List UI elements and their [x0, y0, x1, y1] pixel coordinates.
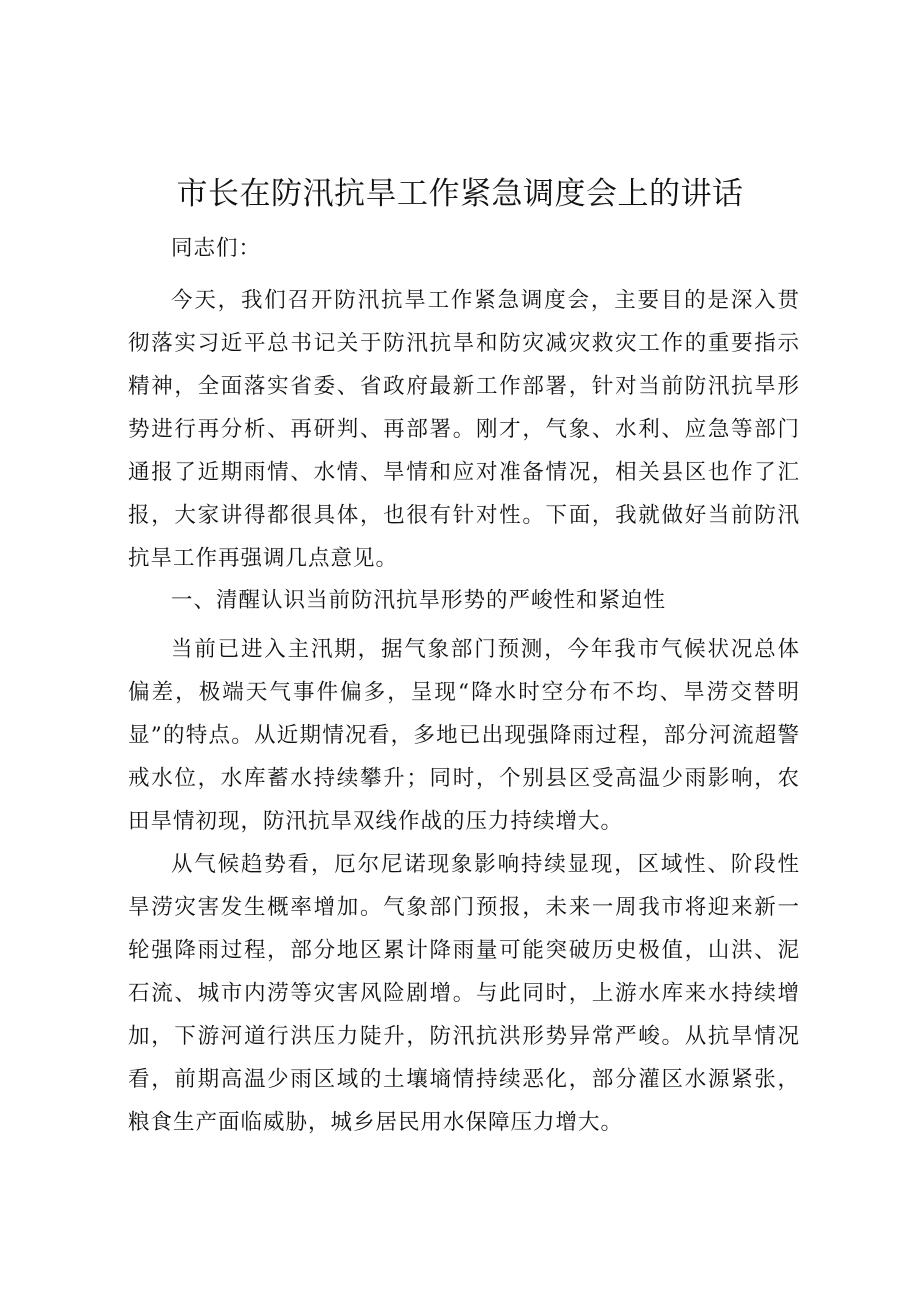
paragraph-situation: 当前已进入主汛期，据气象部门预测，今年我市气候状况总体偏差，极端天气事件偏多，呈现“降水时空分布不均、旱涝交替明显”的特点。从近期情况看，多地已出现强降雨过程，部分河流超警戒水位，水库蓄水持续攀升；同时，个别县区受高温少雨影响，农田旱情初现，防汛抗旱双线作战的压力持续增大。 [128, 637, 800, 834]
document-title: 市长在防汛抗旱工作紧急调度会上的讲话 [176, 176, 744, 212]
section-heading: 一、清醒认识当前防汛抗旱形势的严峻性和紧迫性 [171, 588, 667, 613]
salutation: 同志们： [171, 236, 262, 261]
paragraph-climate-trend: 从气候趋势看，厄尔尼诺现象影响持续显现，区域性、阶段性旱涝灾害发生概率增加。气象部门预报，未来一周我市将迎来新一轮强降雨过程，部分地区累计降雨量可能突破历史极值，山洪、泥石流、城市内涝等灾害风险剧增。与此同时，上游水库来水持续增加，下游河道行洪压力陡升，防汛抗洪形势异常严峻。从抗旱情况看，前期高温少雨区域的土壤墒情持续恶化，部分灌区水源紧张，粮食生产面临威胁，城乡居民用水保障压力增大。 [128, 852, 800, 1135]
paragraph-intro: 今天，我们召开防汛抗旱工作紧急调度会，主要目的是深入贯彻落实习近平总书记关于防汛抗旱和防灾减灾救灾工作的重要指示精神，全面落实省委、省政府最新工作部署，针对当前防汛抗旱形势进行再分析、再研判、再部署。刚才，气象、水利、应急等部门通报了近期雨情、水情、旱情和应对准备情况，相关县区也作了汇报，大家讲得都很具体，也很有针对性。下面，我就做好当前防汛抗旱工作再强调几点意见。 [128, 288, 800, 571]
